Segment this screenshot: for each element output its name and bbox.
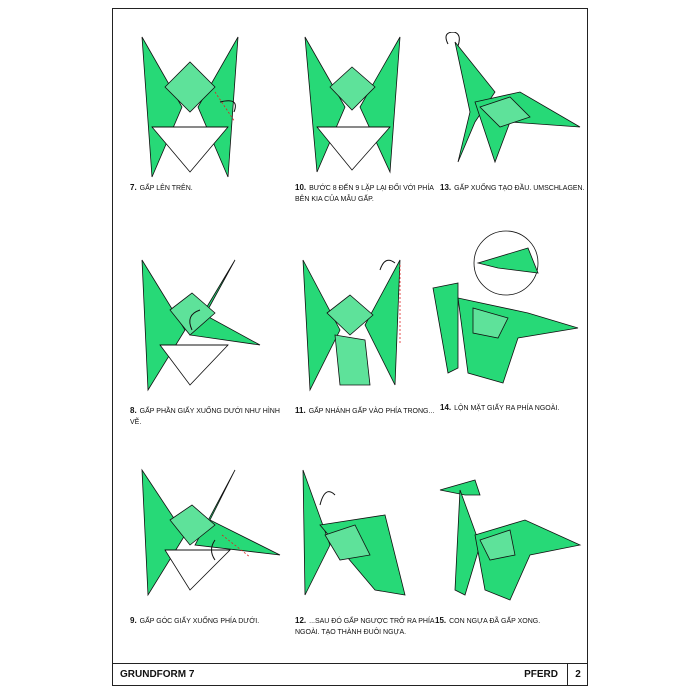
caption-7-number: 7. xyxy=(130,183,137,192)
caption-12-text: ...SAU ĐÓ GẤP NGƯỢC TRỞ RA PHÍA NGOÀI. TẠO THÀNH ĐUÔI NGỰA. xyxy=(295,618,435,636)
step-13-diagram xyxy=(440,32,590,182)
caption-11-number: 11. xyxy=(295,406,306,415)
step-13 xyxy=(440,32,590,242)
caption-10-number: 10. xyxy=(295,183,307,192)
caption-10-text: BƯỚC 8 ĐẾN 9 LẶP LẠI ĐỐI VỚI PHÍA BÊN KIA CỦA MẪU GẤP. xyxy=(295,185,434,203)
caption-13 xyxy=(440,182,590,194)
step-12 xyxy=(295,465,445,675)
step-10-diagram xyxy=(295,32,445,182)
caption-14-number: 14. xyxy=(440,403,452,412)
caption-11-text: GẤP NHÁNH GẤP VÀO PHÍA TRONG... xyxy=(308,408,435,415)
caption-15-text: CON NGỰA ĐÃ GẤP XONG. xyxy=(449,618,541,625)
caption-14 xyxy=(440,402,590,414)
caption-7-text: GẤP LÊN TRÊN. xyxy=(139,185,193,192)
page-number: 2 xyxy=(567,664,588,686)
step-9 xyxy=(130,465,280,675)
step-14-diagram xyxy=(428,228,588,398)
caption-12-number: 12. xyxy=(295,616,307,625)
step-7-diagram xyxy=(130,32,280,182)
step-12-diagram xyxy=(295,465,445,615)
caption-11 xyxy=(295,405,445,417)
caption-13-number: 13. xyxy=(440,183,452,192)
step-7 xyxy=(130,32,280,242)
step-9-diagram xyxy=(130,465,290,615)
step-8 xyxy=(130,255,280,465)
step-8-diagram xyxy=(130,255,280,405)
caption-9-number: 9. xyxy=(130,616,137,625)
step-14 xyxy=(428,228,578,438)
step-15-diagram xyxy=(435,465,585,615)
footer-title-left: GRUNDFORM 7 xyxy=(120,669,195,680)
caption-7 xyxy=(130,182,280,194)
step-10 xyxy=(295,32,445,242)
caption-15-number: 15. xyxy=(435,616,447,625)
step-11 xyxy=(295,255,445,465)
caption-8-text: GẤP PHẦN GIẤY XUỐNG DƯỚI NHƯ HÌNH VẼ. xyxy=(130,408,280,426)
step-11-diagram xyxy=(295,255,445,405)
caption-8 xyxy=(130,405,280,428)
page-footer xyxy=(112,663,588,686)
caption-8-number: 8. xyxy=(130,406,137,415)
caption-13-text: GẤP XUỐNG TẠO ĐẦU. UMSCHLAGEN. xyxy=(454,185,585,192)
footer-title-right: PFERD xyxy=(524,669,558,680)
caption-10 xyxy=(295,182,445,205)
caption-15 xyxy=(435,615,585,627)
caption-9-text: GẤP GÓC GIẤY XUỐNG PHÍA DƯỚI. xyxy=(139,618,260,625)
caption-14-text: LỘN MẶT GIẤY RA PHÍA NGOÀI. xyxy=(454,405,560,412)
step-15 xyxy=(435,465,585,675)
caption-12 xyxy=(295,615,445,638)
caption-9 xyxy=(130,615,280,627)
